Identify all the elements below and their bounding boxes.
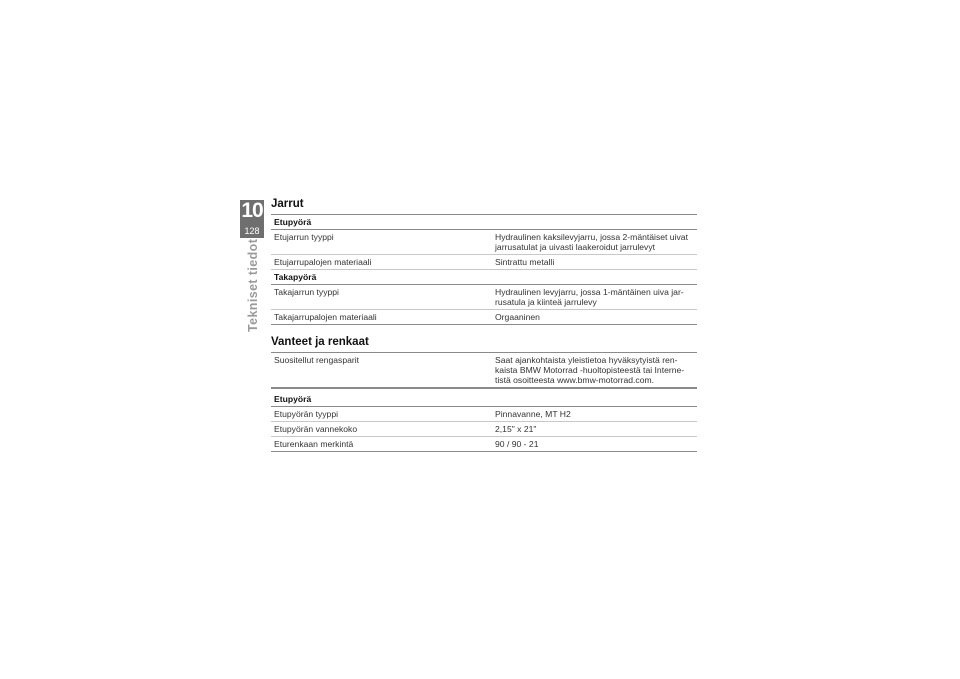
section-heading-brakes: Jarrut [271, 197, 697, 215]
spec-value-line: rusatula ja kiinteä jarrulevy [495, 297, 597, 307]
section-heading-wheels: Vanteet ja renkaat [271, 335, 697, 353]
spec-label: Etujarrun tyyppi [271, 230, 492, 255]
spec-label: Eturenkaan merkintä [271, 437, 492, 452]
page-content [271, 197, 697, 452]
spec-label: Takajarrun tyyppi [271, 285, 492, 310]
table-row [271, 230, 697, 255]
group-row [271, 388, 697, 407]
spec-label: Takajarrupalojen materiaali [271, 310, 492, 325]
chapter-title: Tekniset tiedot [246, 238, 260, 332]
spec-label: Etupyörän tyyppi [271, 407, 492, 422]
spec-value-line: tistä osoitteesta www.bmw-motorrad.com. [495, 375, 655, 385]
chapter-number: 10 [241, 199, 263, 222]
spec-label: Etupyörän vannekoko [271, 422, 492, 437]
spec-value: Sintrattu metalli [492, 255, 697, 270]
table-row [271, 255, 697, 270]
group-row [271, 270, 697, 285]
brakes-table [271, 215, 697, 325]
spec-label: Suositellut rengasparit [271, 353, 492, 388]
table-row [271, 310, 697, 325]
spec-value-line: Saat ajankohtaista yleistietoa hyväksytyistä ren- [495, 355, 678, 365]
wheels-table [271, 353, 697, 452]
spec-value: Pinnavanne, MT H2 [492, 407, 697, 422]
group-label: Takapyörä [271, 270, 697, 285]
spec-value-line: Hydraulinen kaksilevyjarru, jossa 2-mäntäiset uivat [495, 232, 688, 242]
spec-value-line: jarrusatulat ja uivasti laakeroidut jarrulevyt [495, 242, 656, 252]
spec-value-line: kaista BMW Motorrad -huoltopisteestä tai Interne- [495, 365, 685, 375]
table-row [271, 422, 697, 437]
table-row [271, 407, 697, 422]
spec-value: 2,15" x 21" [492, 422, 697, 437]
group-label: Etupyörä [271, 388, 697, 407]
spec-value-line: Hydraulinen levyjarru, jossa 1-mäntäinen uiva jar- [495, 287, 684, 297]
page-number: 128 [244, 226, 260, 236]
table-row [271, 437, 697, 452]
spec-value [492, 230, 697, 255]
group-label: Etupyörä [271, 215, 697, 230]
spec-label: Etujarrupalojen materiaali [271, 255, 492, 270]
spec-value [492, 285, 697, 310]
spec-value: Orgaaninen [492, 310, 697, 325]
table-row [271, 353, 697, 388]
spec-value: 90 / 90 - 21 [492, 437, 697, 452]
table-row [271, 285, 697, 310]
group-row [271, 215, 697, 230]
spec-value [492, 353, 697, 388]
